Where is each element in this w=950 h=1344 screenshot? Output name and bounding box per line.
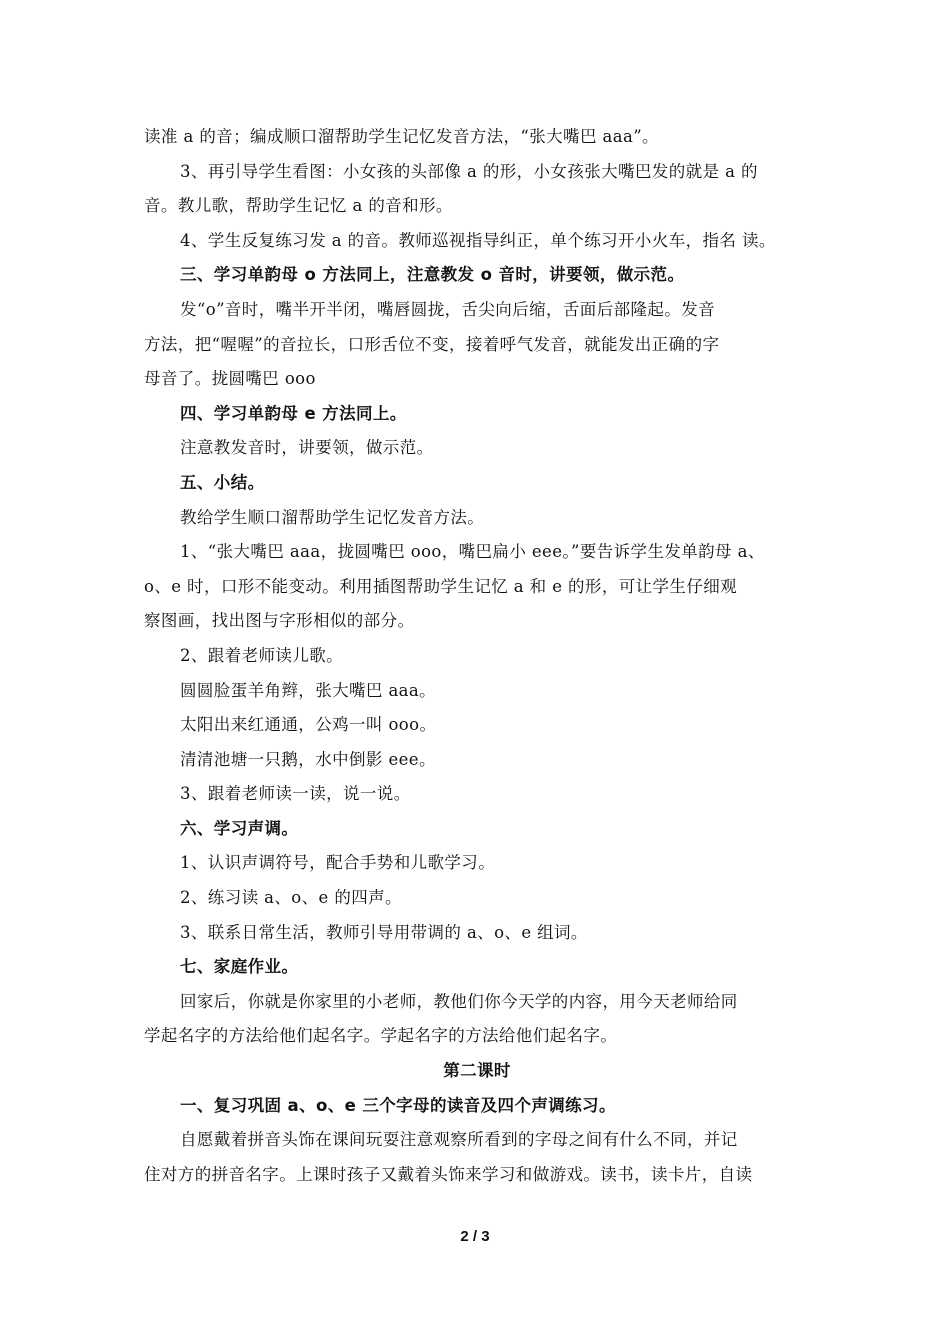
section-heading: 五、小结。 — [180, 472, 265, 492]
poem-line: 太阳出来红通通，公鸡一叫 ooo。 — [180, 715, 437, 735]
section-heading: 七、家庭作业。 — [180, 957, 299, 977]
text-line: 读准 a 的音；编成顺口溜帮助学生记忆发音方法，“张大嘴巴 aaa”。 — [144, 127, 659, 146]
section-heading: 四、学习单韵母 e 方法同上。 — [180, 403, 407, 423]
text-line: 学起名字的方法给他们起名字。学起名字的方法给他们起名字。 — [144, 1026, 618, 1046]
text-line: 母音了。拢圆嘴巴 ooo — [144, 369, 316, 389]
text-line: 自愿戴着拼音头饰在课间玩耍注意观察所看到的字母之间有什么不同，并记 — [180, 1130, 738, 1150]
text-line: 住对方的拼音名字。上课时孩子又戴着头饰来学习和做游戏。读书，读卡片，自读 — [144, 1164, 753, 1184]
poem-line: 清清池塘一只鹅，水中倒影 eee。 — [180, 749, 436, 769]
text-line: 发“o”音时，嘴半开半闭，嘴唇圆拢，舌尖向后缩，舌面后部隆起。发音 — [180, 299, 716, 319]
text-line: 2、练习读 a、o、e 的四声。 — [180, 888, 402, 908]
section-heading: 六、学习声调。 — [180, 818, 299, 838]
text-line: 4、学生反复练习发 a 的音。教师巡视指导纠正，单个练习开小火车，指名 读。 — [180, 230, 776, 250]
lesson-title: 第二课时 — [443, 1061, 511, 1081]
text-line: 教给学生顺口溜帮助学生记忆发音方法。 — [180, 507, 485, 527]
text-line: 方法，把“喔喔”的音拉长，口形舌位不变，接着呼气发音，就能发出正确的字 — [144, 334, 720, 354]
text-line: 注意教发音时，讲要领，做示范。 — [180, 438, 434, 458]
page-number: 2 / 3 — [460, 1228, 490, 1245]
text-line: 察图画，找出图与字形相似的部分。 — [144, 611, 415, 631]
text-line: 3、跟着老师读一读，说一说。 — [180, 784, 411, 804]
text-line: 2、跟着老师读儿歌。 — [180, 645, 343, 665]
text-line: 3、联系日常生活，教师引导用带调的 a、o、e 组词。 — [180, 922, 588, 942]
text-line: o、e 时，口形不能变动。利用插图帮助学生记忆 a 和 e 的形，可让学生仔细观 — [144, 576, 738, 596]
text-line: 3、再引导学生看图：小女孩的头部像 a 的形，小女孩张大嘴巴发的就是 a 的 — [180, 161, 758, 181]
poem-line: 圆圆脸蛋羊角辫，张大嘴巴 aaa。 — [180, 680, 437, 700]
section-heading: 三、学习单韵母 o 方法同上，注意教发 o 音时，讲要领，做示范。 — [180, 265, 685, 285]
text-line: 1、“张大嘴巴 aaa，拢圆嘴巴 ooo，嘴巴扁小 eee。”要告诉学生发单韵母 a、 — [180, 542, 765, 562]
text-line: 音。教儿歌，帮助学生记忆 a 的音和形。 — [144, 196, 453, 216]
text-line: 1、认识声调符号，配合手势和儿歌学习。 — [180, 853, 496, 873]
document-body — [144, 120, 810, 1192]
text-line: 回家后，你就是你家里的小老师，教他们你今天学的内容，用今天老师给同 — [180, 991, 738, 1011]
section-heading: 一、复习巩固 a、o、e 三个字母的读音及四个声调练习。 — [180, 1095, 616, 1115]
